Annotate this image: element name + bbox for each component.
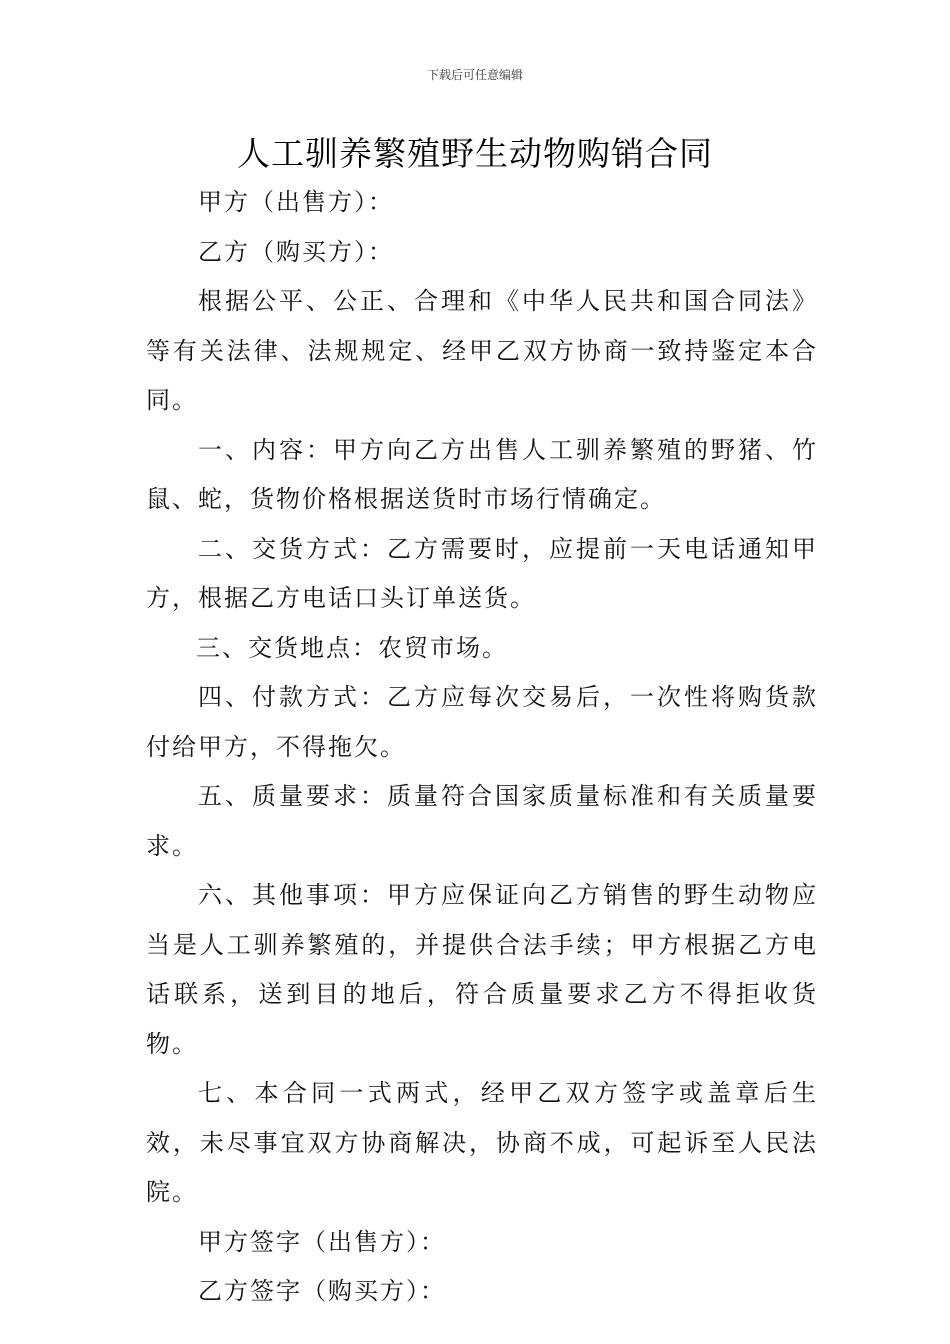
contract-body xyxy=(146,178,818,1317)
signature-b-line: 乙方签字（购买方）： xyxy=(198,1277,446,1305)
clause-4: 四、付款方式：乙方应每次交易后，一次性将购货款付给甲方，不得拖欠。 xyxy=(146,683,818,761)
party-a-line: 甲方（出售方）： xyxy=(198,188,394,216)
clause-1: 一、内容：甲方向乙方出售人工驯养繁殖的野猪、竹鼠、蛇，货物价格根据送货时市场行情确定。 xyxy=(146,435,818,513)
party-b-line: 乙方（购买方）： xyxy=(198,237,394,266)
header-note: 下载后可任意编辑 xyxy=(426,68,523,82)
signature-a-line: 甲方签字（出售方）： xyxy=(198,1227,446,1256)
preamble-paragraph: 根据公平、公正、合理和《中华人民共和国合同法》等有关法律、法规规定、经甲乙双方协商一致持鉴定本合同。 xyxy=(146,287,818,414)
clause-3: 三、交货地点：农贸市场。 xyxy=(196,633,508,662)
contract-title: 人工驯养繁殖野生动物购销合同 xyxy=(237,134,713,173)
clause-5: 五、质量要求：质量符合国家质量标准和有关质量要求。 xyxy=(146,782,818,860)
clause-6: 六、其他事项：甲方应保证向乙方销售的野生动物应当是人工驯养繁殖的，并提供合法手续；甲方根据乙方电话联系，送到目的地后，符合质量要求乙方不得拒收货物。 xyxy=(146,881,818,1058)
clause-7: 七、本合同一式两式，经甲乙双方签字或盖章后生效，未尽事宜双方协商解决，协商不成，可起诉至人民法院。 xyxy=(146,1079,818,1206)
clause-2: 二、交货方式：乙方需要时，应提前一天电话通知甲方，根据乙方电话口头订单送货。 xyxy=(146,534,818,612)
